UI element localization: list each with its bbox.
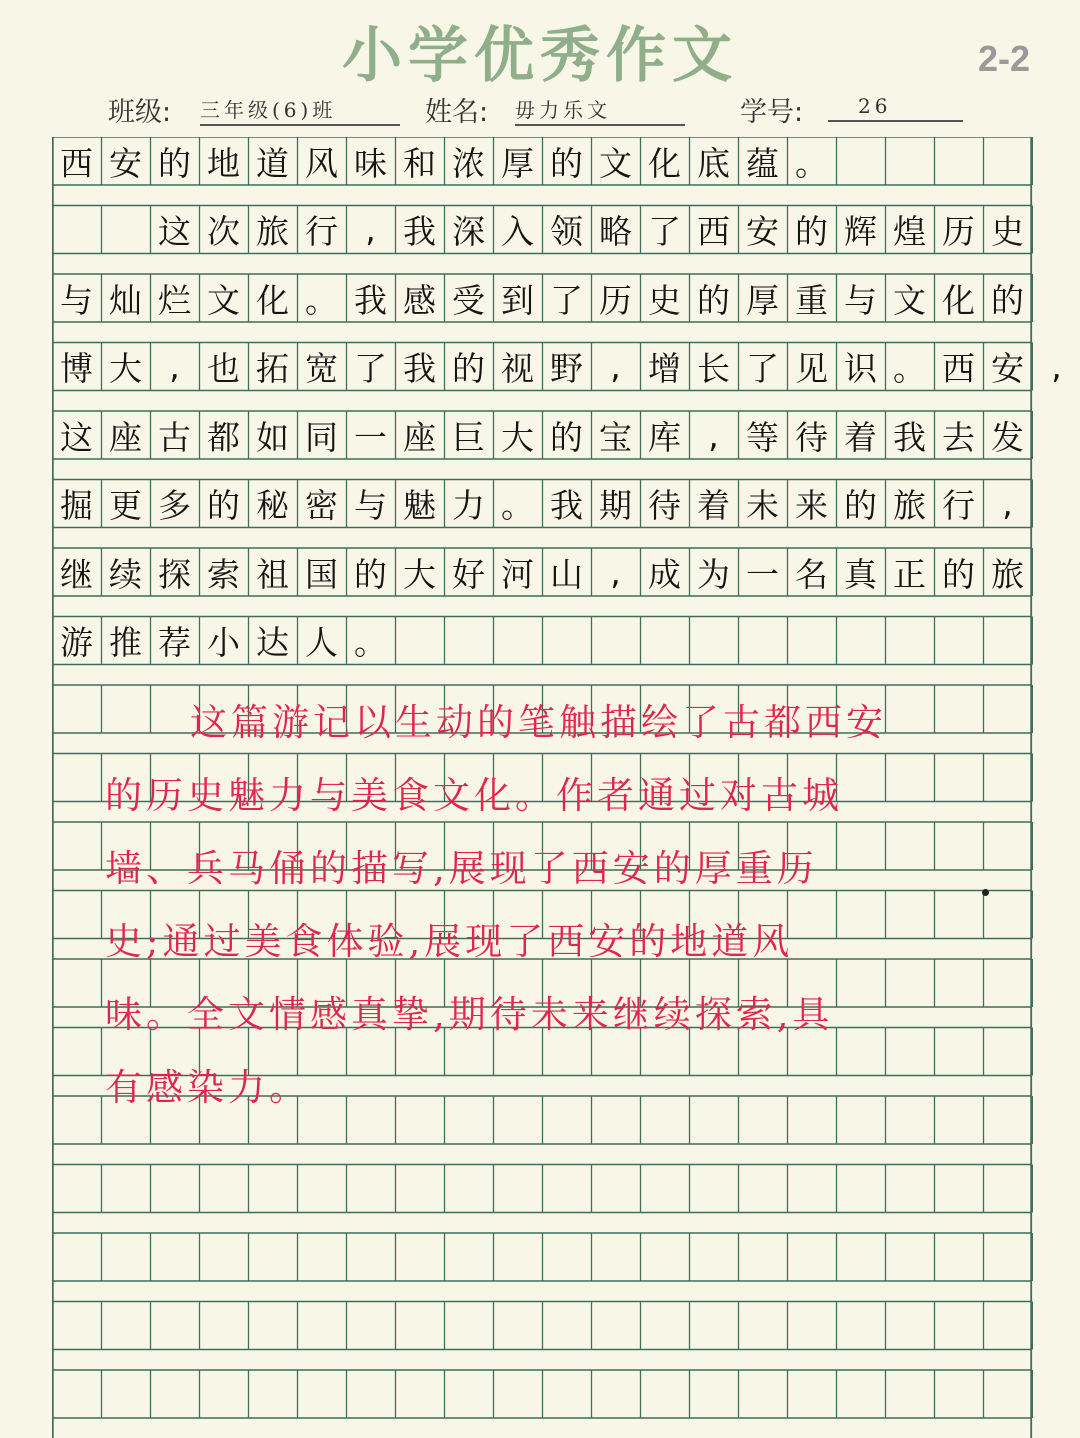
essay-char: , (1051, 347, 1062, 386)
essay-char: 古 (158, 417, 191, 457)
essay-char: 着 (844, 417, 877, 457)
essay-line (52, 411, 1032, 459)
essay-char: 好 (452, 554, 485, 594)
comment-line: 的历史魅力与美食文化。作者通过对古城 (105, 774, 843, 817)
essay-char: 我 (354, 280, 387, 320)
essay-char: 的 (550, 417, 583, 457)
essay-line (52, 548, 1032, 596)
essay-char: 深 (452, 212, 485, 251)
essay-line (52, 617, 395, 665)
essay-char: 一 (354, 417, 387, 457)
essay-char: 待 (648, 486, 681, 525)
essay-char: , (1002, 484, 1013, 523)
essay-char: 期 (599, 486, 632, 525)
essay-char: 与 (60, 280, 93, 320)
essay-char: 成 (648, 554, 681, 594)
essay-char: 一 (746, 554, 779, 594)
essay-char: 化 (648, 143, 681, 183)
essay-char: 。 (501, 486, 534, 525)
essay-char: , (708, 415, 719, 455)
essay-char: 。 (795, 143, 828, 183)
class-label: 班级: (108, 97, 172, 128)
class-value: 三年级(6)班 (200, 94, 400, 126)
essay-char: , (610, 347, 621, 386)
essay-char: 国 (305, 554, 338, 594)
essay-char: 续 (109, 554, 142, 594)
essay-char: 文 (207, 280, 240, 320)
essay-char: 多 (158, 486, 191, 525)
essay-char: 秘 (256, 486, 289, 525)
essay-char: 了 (354, 349, 387, 388)
essay-char: 重 (795, 280, 828, 320)
essay-char: 真 (844, 554, 877, 594)
essay-char: 长 (697, 349, 730, 388)
name-label: 姓名: (425, 97, 489, 128)
essay-char: 味 (354, 143, 387, 183)
essay-char: 灿 (109, 280, 142, 320)
essay-char: 同 (305, 417, 338, 457)
essay-char: 我 (403, 349, 436, 388)
essay-char: 入 (501, 212, 534, 251)
essay-char: 安 (746, 212, 779, 251)
essay-line (52, 137, 836, 185)
essay-line (52, 343, 1080, 391)
essay-char: 略 (599, 212, 632, 251)
essay-char: 识 (844, 349, 877, 388)
essay-char: 我 (403, 212, 436, 251)
essay-char: 待 (795, 417, 828, 457)
essay-char: 西 (60, 143, 93, 183)
comment-line: 墙、兵马俑的描写,展现了西安的厚重历 (105, 847, 818, 890)
page-number: 2-2 (977, 38, 1030, 79)
essay-char: 西 (697, 212, 730, 251)
essay-char (101, 206, 150, 254)
essay-char: 蕴 (746, 143, 779, 183)
essay-char: 魅 (403, 486, 436, 525)
essay-char: 浓 (452, 143, 485, 183)
essay-char: 了 (550, 280, 583, 320)
essay-char: 了 (648, 212, 681, 251)
essay-char: , (169, 347, 180, 386)
essay-char: 祖 (256, 554, 289, 594)
essay-char: 达 (256, 623, 289, 662)
essay-char: 河 (501, 554, 534, 594)
essay-char: 感 (403, 280, 436, 320)
essay-char: 史 (991, 212, 1024, 251)
essay-char: 到 (501, 280, 534, 320)
essay-char: 库 (648, 417, 681, 457)
essay-char: 安 (991, 349, 1024, 388)
essay-char: 大 (403, 554, 436, 594)
essay-char: 大 (501, 417, 534, 457)
essay-char: 密 (305, 486, 338, 525)
essay-line (52, 274, 1032, 322)
essay-char: 小 (207, 623, 240, 662)
student-id-label: 学号: (740, 97, 804, 128)
essay-char: 宝 (599, 417, 632, 457)
essay-char: 的 (158, 143, 191, 183)
essay-char: 史 (648, 280, 681, 320)
essay-char: 煌 (893, 212, 926, 251)
essay-char: 更 (109, 486, 142, 525)
essay-char: 荐 (158, 623, 191, 662)
student-id-value: 26 (828, 94, 963, 122)
essay-char: 。 (893, 349, 926, 388)
essay-char: 与 (354, 486, 387, 525)
essay-char: 。 (354, 623, 387, 662)
comment-line: 有感染力。 (105, 1066, 310, 1109)
essay-char: 着 (697, 486, 730, 525)
essay-char: 等 (746, 417, 779, 457)
essay-char: 继 (60, 554, 93, 594)
essay-char: 拓 (256, 349, 289, 388)
essay-char: 博 (60, 349, 93, 388)
essay-char: 。 (305, 280, 338, 320)
essay-char: 来 (795, 486, 828, 525)
essay-char: 的 (207, 486, 240, 525)
essay-char: 的 (795, 212, 828, 251)
essay-char: 历 (599, 280, 632, 320)
essay-char: 和 (403, 143, 436, 183)
essay-char: 宽 (305, 349, 338, 388)
comment-line: 这篇游记以生动的笔触描绘了古都西安 (190, 701, 887, 744)
ink-dot (982, 889, 989, 896)
essay-char: 底 (697, 143, 730, 183)
essay-char: 座 (109, 417, 142, 457)
essay-char: 力 (452, 486, 485, 525)
comment-line: 史;通过美食体验,展现了西安的地道风 (105, 920, 794, 963)
essay-char: 推 (109, 623, 142, 662)
essay-char: 的 (942, 554, 975, 594)
essay-char: 厚 (746, 280, 779, 320)
essay-char: 人 (305, 623, 338, 662)
essay-char: 都 (207, 417, 240, 457)
essay-char: , (610, 552, 621, 592)
essay-char: 名 (795, 554, 828, 594)
essay-char: 如 (256, 417, 289, 457)
student-info-row (0, 90, 1080, 134)
essay-char: , (365, 210, 376, 249)
essay-char: 的 (550, 143, 583, 183)
essay-char: 探 (158, 554, 191, 594)
name-value: 毋力乐文 (515, 94, 685, 126)
essay-char: 我 (893, 417, 926, 457)
essay-char: 未 (746, 486, 779, 525)
essay-char: 正 (893, 554, 926, 594)
essay-char: 行 (942, 486, 975, 525)
essay-char: 山 (550, 554, 583, 594)
essay-char: 游 (60, 623, 93, 662)
essay-char: 的 (452, 349, 485, 388)
essay-char: 烂 (158, 280, 191, 320)
essay-char: 化 (942, 280, 975, 320)
essay-char: 受 (452, 280, 485, 320)
essay-char: 视 (501, 349, 534, 388)
essay-char: 也 (207, 349, 240, 388)
essay-char: 为 (697, 554, 730, 594)
essay-char: 了 (746, 349, 779, 388)
essay-char: 见 (795, 349, 828, 388)
essay-char: 巨 (452, 417, 485, 457)
essay-char: 文 (599, 143, 632, 183)
essay-char: 这 (158, 212, 191, 251)
essay-char: 次 (207, 212, 240, 251)
essay-char: 厚 (501, 143, 534, 183)
essay-char: 野 (550, 349, 583, 388)
essay-line (52, 206, 1032, 254)
essay-char: 历 (942, 212, 975, 251)
essay-char: 的 (844, 486, 877, 525)
essay-char: 化 (256, 280, 289, 320)
essay-char: 与 (844, 280, 877, 320)
essay-char: 辉 (844, 212, 877, 251)
essay-char: 风 (305, 143, 338, 183)
essay-char: 这 (60, 417, 93, 457)
essay-char: 旅 (256, 212, 289, 251)
essay-char: 行 (305, 212, 338, 251)
essay-char: 座 (403, 417, 436, 457)
essay-char: 西 (942, 349, 975, 388)
essay-char: 发 (991, 417, 1024, 457)
essay-char: 地 (207, 143, 240, 183)
page-title: 小学优秀作文 (342, 21, 738, 91)
essay-char: 文 (893, 280, 926, 320)
essay-char: 领 (550, 212, 583, 251)
essay-char: 道 (256, 143, 289, 183)
essay-line (52, 480, 1032, 528)
essay-char: 安 (109, 143, 142, 183)
essay-char: 增 (648, 349, 681, 388)
essay-char: 旅 (991, 554, 1024, 594)
essay-char: 的 (697, 280, 730, 320)
essay-char: 我 (550, 486, 583, 525)
essay-char: 索 (207, 554, 240, 594)
essay-char: 的 (354, 554, 387, 594)
comment-line: 味。全文情感真挚,期待未来继续探索,具 (105, 993, 834, 1036)
essay-char: 去 (942, 417, 975, 457)
essay-char: 掘 (60, 486, 93, 525)
essay-char: 旅 (893, 486, 926, 525)
essay-char (52, 206, 101, 254)
essay-char: 大 (109, 349, 142, 388)
essay-char: 的 (991, 280, 1024, 320)
